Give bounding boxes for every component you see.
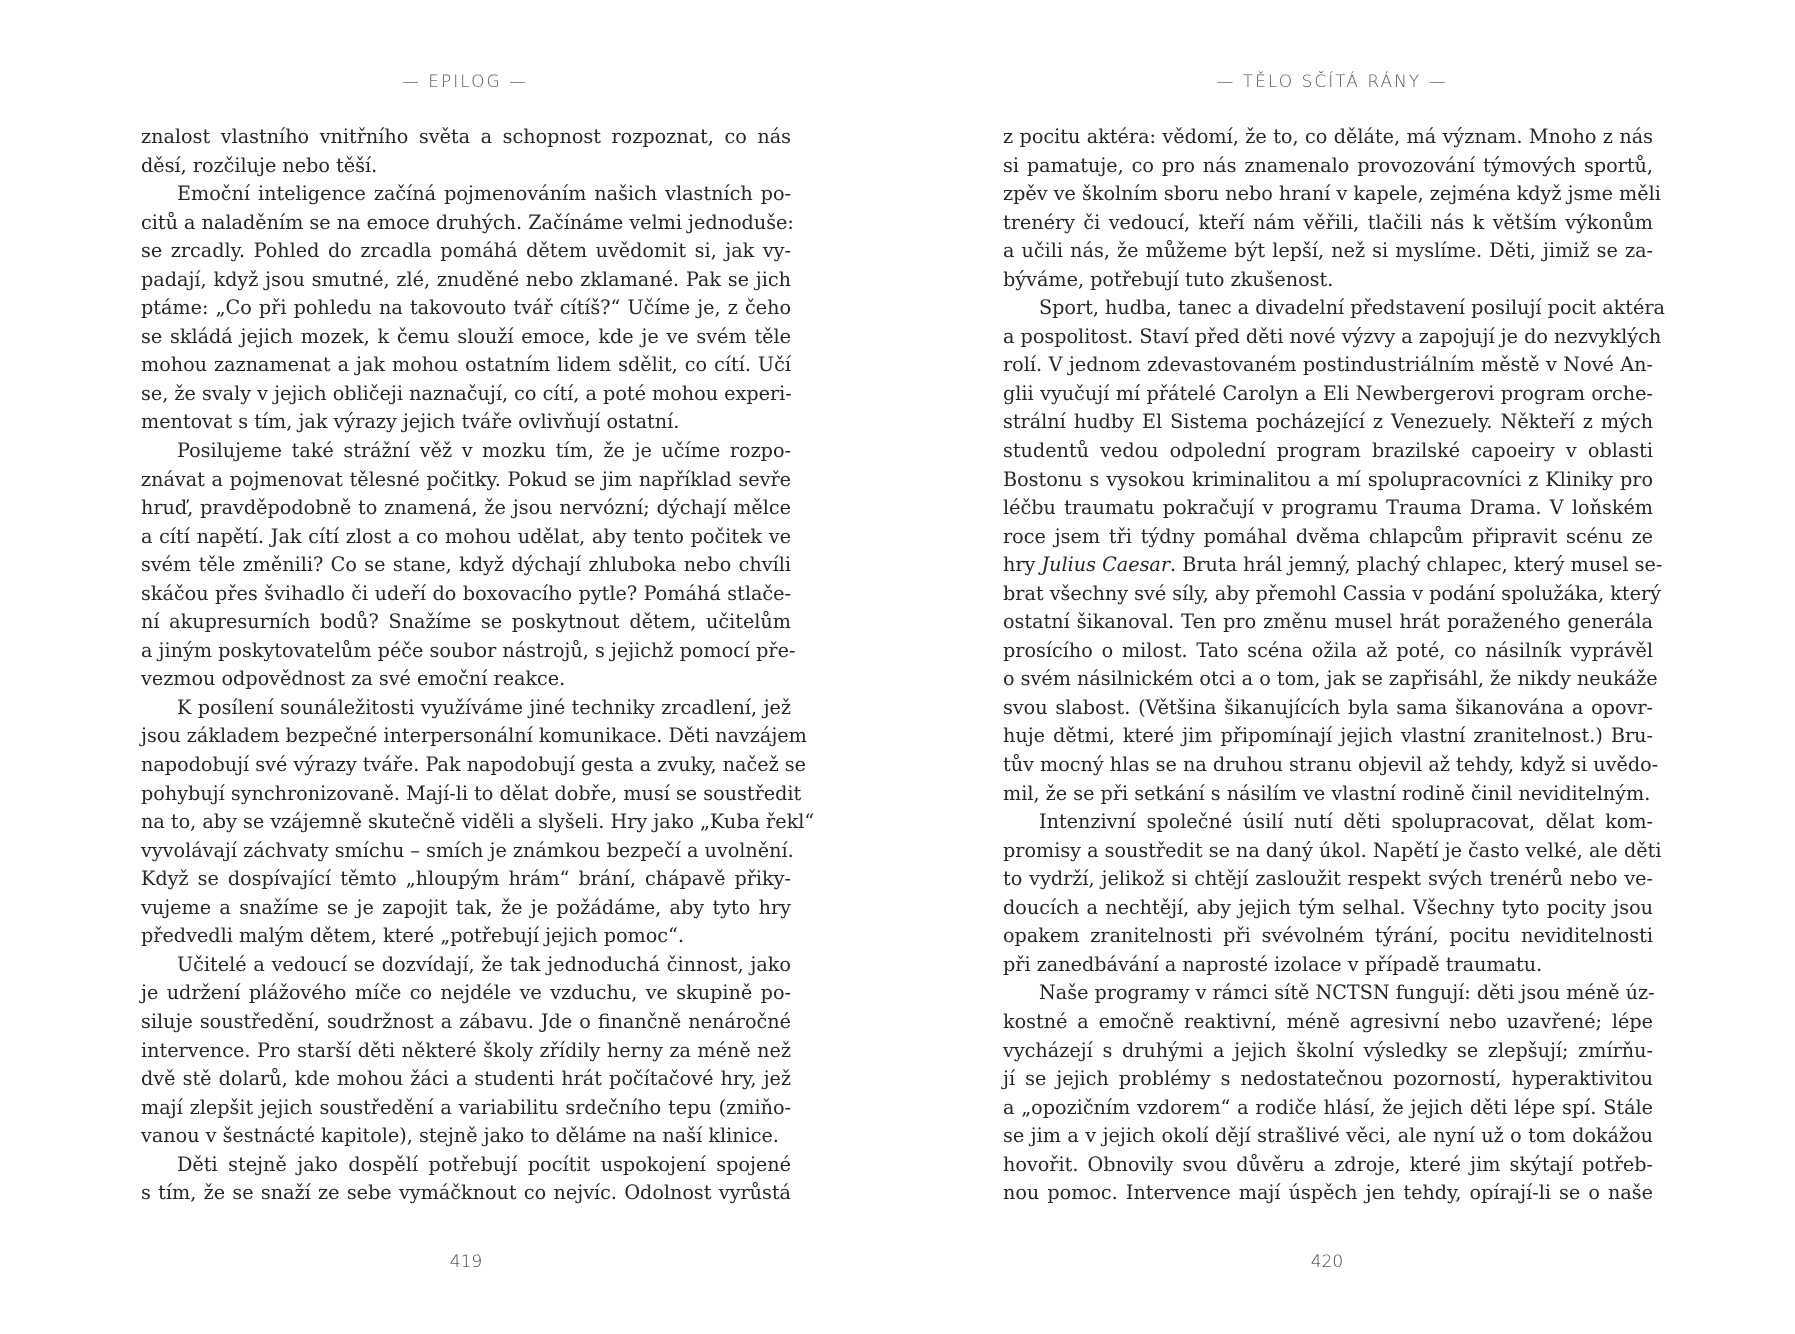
text-line: vujeme a snažíme se je zapojit tak, že je požádáme, aby tyto hry: [141, 895, 791, 919]
text-line: mil, že se při setkání s násilím ve vlastní rodině činil neviditelným.: [1003, 781, 1651, 805]
text-line: Sport, hudba, tanec a divadelní představení posilují pocit aktéra: [1039, 296, 1665, 320]
text-line: doucích a nechtějí, aby jejich tým selhal. Všechny tyto pocity jsou: [1003, 895, 1653, 919]
text-line: promisy a soustředit se na daný úkol. Napětí je často velké, ale děti: [1003, 838, 1662, 862]
text-line: Naše programy v rámci sítě NCTSN fungují: děti jsou méně úz-: [1039, 981, 1655, 1005]
text-line: se zrcadly. Pohled do zrcadla pomáhá dětem uvědomit si, jak vy-: [141, 239, 791, 263]
text-line: vyvolávají záchvaty smíchu – smích je známkou bezpečí a uvolnění.: [141, 838, 794, 862]
text-line: Když se dospívající těmto „hloupým hrám“ brání, chápavě přiky-: [141, 867, 791, 891]
text-line: a „opozičním vzdorem“ a rodiče hlásí, že jejich děti lépe spí. Stále: [1003, 1095, 1653, 1119]
text-line: to vydrží, jelikož si chtějí zasloužit respekt svých trenérů nebo ve-: [1003, 867, 1653, 891]
text-line: rolí. V jednom zdevastovaném postindustriálním městě v Nové An-: [1003, 353, 1653, 377]
text-line: glii vyučují mí přátelé Carolyn a Eli Newbergerovi program orche-: [1003, 381, 1653, 405]
text-line: [1003, 551, 1663, 580]
text-line: se skládá jejich mozek, k čemu slouží emoce, kde je ve svém těle: [141, 324, 791, 348]
right-page: [897, 0, 1795, 1334]
text-line: kostné a emočně reaktivní, méně agresivní nebo uzavřené; lépe: [1003, 1009, 1653, 1033]
text-line: a jiným poskytovatelům péče soubor nástrojů, s jejichž pomocí pře-: [141, 638, 796, 662]
text-line: děsí, rozčiluje nebo těší.: [141, 153, 378, 177]
body-text-left: [141, 123, 815, 1208]
text-line: roce jsem tři týdny pomáhal dvěma chlapcům připravit scénu ze: [1003, 524, 1653, 548]
text-line: Učitelé a vedoucí se dozvídají, že tak jednoduchá činnost, jako: [177, 952, 791, 976]
text-line: hovořit. Obnovily svou důvěru a zdroje, které jim skýtají potřeb-: [1003, 1152, 1653, 1176]
text-line: strální hudby El Sistema pocházející z Venezuely. Někteří z mých: [1003, 410, 1653, 434]
text-line: opakem zranitelnosti při svévolném týrání, pocitu neviditelnosti: [1003, 924, 1653, 948]
text-line: se jim a v jejich okolí dějí strašlivé věci, ale nyní už o tom dokážou: [1003, 1124, 1653, 1148]
text-line: mají zlepšit jejich soustředění a variabilitu srdečního tepu (zmiňo-: [141, 1095, 791, 1119]
italic-title: Julius Caesar: [1041, 553, 1171, 577]
text-line: a učili nás, že můžeme být lepší, než si myslíme. Děti, jimiž se za-: [1003, 239, 1653, 263]
text-line: vezmou odpovědnost za své emoční reakce.: [141, 667, 566, 691]
text-line: tův mocný hlas se na druhou stranu objevil až tehdy, když si uvědo-: [1003, 753, 1659, 777]
text-line: vanou v šestnácté kapitole), stejně jako to děláme na naší klinice.: [141, 1124, 779, 1148]
text-line: siluje soustředění, soudržnost a zábavu. Jde o finančně nenáročné: [141, 1009, 791, 1033]
page-number-right: 420: [1310, 1252, 1344, 1272]
text-line: ptáme: „Co při pohledu na takovouto tvář cítíš?“ Učíme je, z čeho: [141, 296, 791, 320]
text-line: s tím, že se snaží ze sebe vymáčknout co nejvíc. Odolnost vyrůstá: [141, 1181, 791, 1205]
text-line: a pospolitost. Staví před děti nové výzvy a zapojují je do nezvyklých: [1003, 324, 1662, 348]
text-line: hruď, pravděpodobně to znamená, že jsou nervózní; dýchají mělce: [141, 496, 791, 520]
text-line: nou pomoc. Intervence mají úspěch jen tehdy, opírají-li se o naše: [1003, 1181, 1653, 1205]
text-line: je udržení plážového míče co nejdéle ve vzduchu, ve skupině po-: [141, 981, 791, 1005]
text-line: při zanedbávání a naprosté izolace v případě traumatu.: [1003, 952, 1543, 976]
text-line: napodobují své výrazy tváře. Pak napodobují gesta a zvuky, načež se: [141, 753, 806, 777]
text-line: Intenzivní společné úsilí nutí děti spolupracovat, dělat kom-: [1039, 810, 1653, 834]
text-line: býváme, potřebují tuto zkušenost.: [1003, 267, 1334, 291]
text-line: jsou základem bezpečné interpersonální komunikace. Děti navzájem: [141, 724, 807, 748]
text-line: brat všechny své síly, aby přemohl Cassia v podání spolužáka, který: [1003, 581, 1661, 605]
text-line: K posílení sounáležitosti využíváme jiné techniky zrcadlení, jež: [177, 695, 791, 719]
text-line: citů a naladěním se na emoce druhých. Začínáme velmi jednoduše:: [141, 210, 794, 234]
text-line: dvě stě dolarů, kde mohou žáci a studenti hrát počítačové hry, jež: [141, 1067, 791, 1091]
text-line: mohou zaznamenat a jak mohou ostatním lidem sdělit, co cítí. Učí: [141, 353, 791, 377]
text-line: ní akupresurních bodů? Snažíme se poskytnout dětem, učitelům: [141, 610, 791, 634]
text-line: znalost vlastního vnitřního světa a schopnost rozpoznat, co nás: [141, 125, 791, 148]
text-line: Posilujeme také strážní věž v mozku tím, že je učíme rozpo-: [177, 439, 791, 463]
body-text-right: [1003, 123, 1665, 1208]
text-line: vycházejí s druhými a jejich školní výsledky se zlepšují; zmírňu-: [1003, 1038, 1653, 1062]
text-line: pohybují synchronizovaně. Mají-li to dělat dobře, musí se soustředit: [141, 781, 802, 805]
text-line: trenéry či vedoucí, kteří nám věřili, tlačili nás k větším výkonům: [1003, 210, 1653, 234]
text-line: padají, když jsou smutné, zlé, znuděné nebo zklamané. Pak se jich: [141, 267, 791, 291]
text-line: a cítí napětí. Jak cítí zlost a co mohou udělat, aby tento počitek ve: [141, 524, 791, 548]
text-line: si pamatuje, co pro nás znamenalo provozování týmových sportů,: [1003, 153, 1653, 177]
text-line: skáčou přes švihadlo či udeří do boxovacího pytle? Pomáhá stlače-: [141, 581, 791, 605]
text-line: intervence. Pro starší děti některé školy zřídily herny za méně než: [141, 1038, 791, 1062]
text-line: předvedli malým dětem, které „potřebují jejich pomoc“.: [141, 924, 684, 948]
left-page: [0, 0, 897, 1334]
text-line: jí se jejich problémy s nedostatečnou pozorností, hyperaktivitou: [1003, 1067, 1653, 1091]
text-line: se, že svaly v jejich obličeji naznačují, co cítí, a poté mohou experi-: [141, 381, 792, 405]
text-line: na to, aby se vzájemně skutečně viděli a slyšeli. Hry jako „Kuba řekl“: [141, 810, 815, 834]
text-line: Emoční inteligence začíná pojmenováním našich vlastních po-: [177, 182, 791, 206]
text-line: mentovat s tím, jak výrazy jejich tváře ovlivňují ostatní.: [141, 410, 680, 434]
running-head-right: — TĚLO SČÍTÁ RÁNY —: [1216, 72, 1448, 92]
text-line: ostatní šikanoval. Ten pro změnu musel hrát poraženého generála: [1003, 610, 1653, 634]
page-number-left: 419: [449, 1252, 483, 1272]
text-segment: . Bruta hrál jemný, plachý chlapec, který musel se-: [1170, 553, 1663, 577]
running-head-left: — EPILOG —: [401, 72, 529, 92]
text-line: svou slabost. (Většina šikanujících byla sama šikanována a opovr-: [1003, 695, 1653, 719]
text-line: znávat a pojmenovat tělesné počitky. Pokud se jim například sevře: [141, 467, 791, 491]
text-line: huje dětmi, které jim připomínají jejich vlastní zranitelnost.) Bru-: [1003, 724, 1653, 748]
text-line: o svém násilnickém otci a o tom, jak se zapřisáhl, že nikdy neukáže: [1003, 667, 1658, 691]
text-line: zpěv ve školním sboru nebo hraní v kapele, zejména když jsme měli: [1003, 182, 1661, 206]
text-line: studentů vedou odpolední program brazilské capoeiry v oblasti: [1003, 439, 1653, 463]
text-line: prosícího o milost. Tato scéna ožila až poté, co násilník vyprávěl: [1003, 638, 1653, 662]
text-line: z pocitu aktéra: vědomí, že to, co děláte, má význam. Mnoho z nás: [1003, 125, 1653, 148]
text-line: svém těle změnili? Co se stane, když dýchají zhluboka nebo chvíli: [141, 553, 791, 577]
text-line: Děti stejně jako dospělí potřebují pocítit uspokojení spojené: [177, 1152, 791, 1176]
text-line: léčbu traumatu pokračují v programu Trauma Drama. V loňském: [1003, 496, 1653, 520]
text-segment: hry: [1003, 553, 1042, 577]
text-line: Bostonu s vysokou kriminalitou a mí spolupracovníci z Kliniky pro: [1003, 467, 1653, 491]
